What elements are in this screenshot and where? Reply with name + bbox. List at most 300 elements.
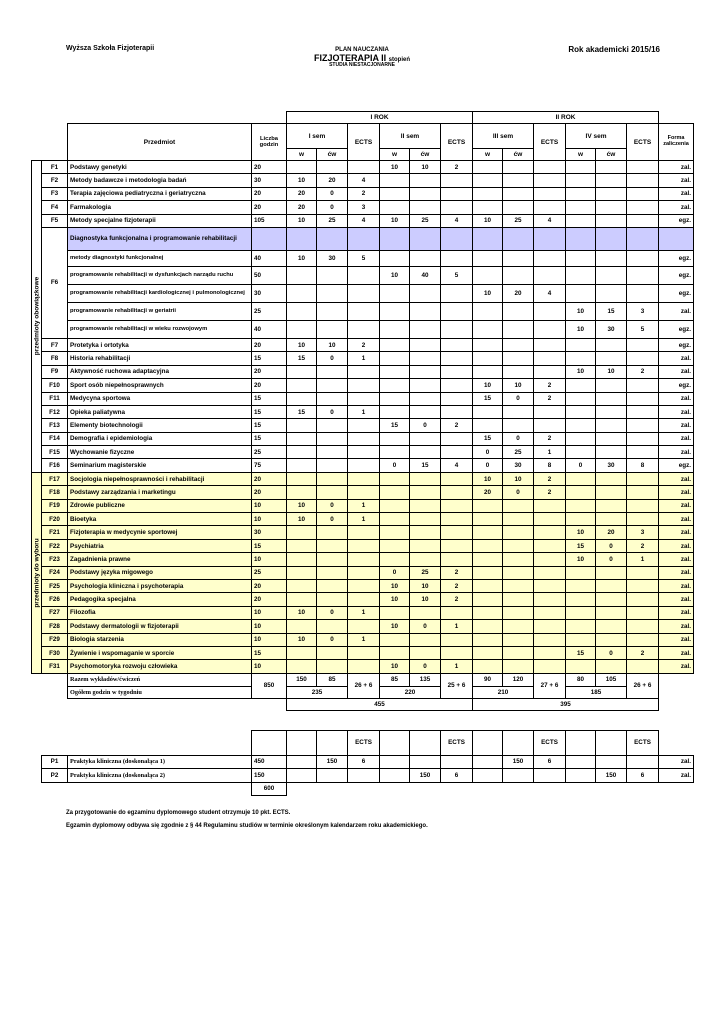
value-s4c: [596, 392, 627, 405]
sem3-ects-header: ECTS: [534, 124, 566, 161]
form-value: zal.: [659, 620, 694, 633]
f6-header-cell: [252, 227, 287, 250]
sem3-w-header: w: [473, 149, 503, 161]
value-s4e: [627, 284, 659, 302]
value-s1c: [317, 593, 348, 606]
form-value: zal.: [659, 553, 694, 566]
value-s3e: [534, 620, 566, 633]
value-s3c: [503, 320, 534, 338]
form-value: zal.: [659, 405, 694, 418]
sem4-ects-header: ECTS: [627, 124, 659, 161]
value-s3w: [473, 660, 503, 673]
practice-row: [32, 755, 694, 768]
sem1-cw-header: ćw: [317, 149, 348, 161]
value-s1e: 1: [348, 513, 380, 526]
table-row: [32, 526, 694, 539]
f6-header-cell: [627, 227, 659, 250]
value-s3e: [534, 352, 566, 365]
value-s3w: [473, 755, 503, 768]
value-s1w: [287, 755, 317, 768]
sem2-w-header: w: [380, 149, 410, 161]
note-exam: Egzamin dyplomowy odbywa się zgodnie z § 44 Regulaminu studiów w terminie określonym kalendarzem roku akademickiego.: [66, 823, 428, 829]
value-s3e: 4: [534, 284, 566, 302]
value-s4w: [566, 379, 596, 392]
lectures-total-label: Razem wykładów/ćwiczeń: [68, 673, 252, 686]
value-s4w: [566, 593, 596, 606]
value-s3w: 10: [473, 284, 503, 302]
value-s4w: [566, 660, 596, 673]
form-value: zal.: [659, 539, 694, 552]
value-s4e: 8: [627, 459, 659, 472]
value-s1c: [317, 526, 348, 539]
subject-code: F11: [42, 392, 68, 405]
value-s2c: [410, 526, 441, 539]
hours-value: 40: [252, 250, 287, 266]
value-s2e: 2: [441, 579, 473, 592]
value-s2c: 40: [410, 266, 441, 284]
total-s4-w: 80: [566, 673, 596, 686]
value-s3e: [534, 187, 566, 200]
value-s1c: [317, 320, 348, 338]
value-s1e: [348, 379, 380, 392]
value-s3w: [473, 579, 503, 592]
value-s4e: [627, 174, 659, 187]
value-s2w: [380, 539, 410, 552]
form-value: egz.: [659, 338, 694, 351]
value-s1w: [287, 419, 317, 432]
subject-code: F7: [42, 338, 68, 351]
hours-value: 30: [252, 526, 287, 539]
value-s2e: [441, 553, 473, 566]
value-s2w: 10: [380, 214, 410, 227]
value-s1w: [287, 266, 317, 284]
value-s4c: 150: [596, 769, 627, 782]
sem2-ects-header: ECTS: [441, 124, 473, 161]
form-value: egz.: [659, 214, 694, 227]
value-s1e: [348, 459, 380, 472]
value-s1e: [348, 593, 380, 606]
subject-code: F26: [42, 593, 68, 606]
value-s1e: [348, 432, 380, 445]
value-s2c: [410, 379, 441, 392]
value-s3c: [503, 769, 534, 782]
table-row: [32, 646, 694, 659]
total-s2-ects: 25 + 6: [441, 673, 473, 698]
hours-value: 105: [252, 214, 287, 227]
sem2-cw-header: ćw: [410, 149, 441, 161]
value-s2w: [380, 320, 410, 338]
value-s4e: 3: [627, 302, 659, 320]
form-value: zal.: [659, 579, 694, 592]
value-s1c: [317, 284, 348, 302]
subject-code: F22: [42, 539, 68, 552]
subject-code: F21: [42, 526, 68, 539]
value-s2c: [410, 606, 441, 619]
hours-value: 10: [252, 499, 287, 512]
value-s3w: [473, 320, 503, 338]
value-s4e: 6: [627, 769, 659, 782]
subject-name: Wychowanie fizyczne: [68, 446, 252, 459]
value-s1c: [317, 379, 348, 392]
value-s4e: [627, 201, 659, 214]
value-s4w: [566, 214, 596, 227]
value-s2c: [410, 302, 441, 320]
value-s4e: [627, 579, 659, 592]
value-s2e: [441, 432, 473, 445]
hours-value: 150: [252, 769, 287, 782]
value-s4w: [566, 620, 596, 633]
subject-header: Przedmiot: [68, 124, 252, 161]
value-s4w: 15: [566, 646, 596, 659]
value-s3c: [503, 633, 534, 646]
hours-value: 25: [252, 566, 287, 579]
subject-code: F16: [42, 459, 68, 472]
hours-header: Liczba godzin: [252, 124, 287, 161]
value-s1c: [317, 769, 348, 782]
table-row: [32, 593, 694, 606]
value-s3e: [534, 553, 566, 566]
table-row: [32, 566, 694, 579]
value-s4e: [627, 432, 659, 445]
value-s3c: 25: [503, 446, 534, 459]
value-s1c: [317, 161, 348, 174]
practice-s4-ects-header: ECTS: [627, 730, 659, 755]
value-s1e: [348, 553, 380, 566]
value-s3c: [503, 593, 534, 606]
subject-name: Farmakologia: [68, 201, 252, 214]
value-s1w: [287, 620, 317, 633]
sem4-cw-header: ćw: [596, 149, 627, 161]
value-s2e: [441, 174, 473, 187]
sem4-w-header: w: [566, 149, 596, 161]
form-value: zal.: [659, 513, 694, 526]
table-row: [32, 405, 694, 418]
value-s3e: [534, 513, 566, 526]
subject-name: Zagadnienia prawne: [68, 553, 252, 566]
practice-rows: [32, 755, 694, 782]
value-s2c: [410, 392, 441, 405]
subject-name: Psychomotoryka rozwoju człowieka: [68, 660, 252, 673]
value-s2w: 10: [380, 266, 410, 284]
value-s2c: [410, 432, 441, 445]
subject-name: Zdrowie publiczne: [68, 499, 252, 512]
value-s2w: [380, 432, 410, 445]
value-s4c: [596, 432, 627, 445]
value-s3w: [473, 352, 503, 365]
f6-header-cell: [441, 227, 473, 250]
value-s4w: 10: [566, 365, 596, 378]
hours-value: 30: [252, 174, 287, 187]
subject-name: programowanie rehabilitacji w dysfunkcjach narządu ruchu: [68, 266, 252, 284]
value-s1e: 1: [348, 352, 380, 365]
value-s4e: [627, 566, 659, 579]
value-s3w: 20: [473, 486, 503, 499]
f6-header-cell: [503, 227, 534, 250]
hours-value: 20: [252, 338, 287, 351]
subject-code: F28: [42, 620, 68, 633]
value-s4c: 30: [596, 459, 627, 472]
value-s2e: [441, 201, 473, 214]
form-value: zal.: [659, 755, 694, 768]
degree-label: stopień: [388, 56, 411, 63]
value-s2c: 10: [410, 593, 441, 606]
value-s2w: [380, 352, 410, 365]
value-s3w: [473, 405, 503, 418]
value-s4e: [627, 214, 659, 227]
value-s4e: 3: [627, 526, 659, 539]
totals: [32, 673, 694, 755]
table-row: [32, 392, 694, 405]
value-s4c: [596, 513, 627, 526]
value-s1e: [348, 419, 380, 432]
value-s1c: 0: [317, 201, 348, 214]
value-s3e: [534, 539, 566, 552]
value-s4c: [596, 486, 627, 499]
total-s3-cw: 120: [503, 673, 534, 686]
f6-header-cell: [380, 227, 410, 250]
practice-s2-ects-header: ECTS: [441, 730, 473, 755]
program-name: FIZJOTERAPIA II: [313, 52, 387, 63]
value-s1w: [287, 392, 317, 405]
value-s4e: [627, 660, 659, 673]
subject-code: F8: [42, 352, 68, 365]
subject-name: Filozofia: [68, 606, 252, 619]
value-s4e: [627, 405, 659, 418]
value-s1e: [348, 266, 380, 284]
value-s4c: [596, 620, 627, 633]
value-s3w: 10: [473, 214, 503, 227]
value-s1w: [287, 539, 317, 552]
value-s1w: [287, 379, 317, 392]
value-s1w: 15: [287, 352, 317, 365]
total-s4-ects: 26 + 6: [627, 673, 659, 698]
sem1-header: I sem: [287, 124, 348, 149]
value-s1e: 3: [348, 201, 380, 214]
elective-subjects: [32, 472, 694, 673]
value-s2c: [410, 352, 441, 365]
subject-name: Metody badawcze i metodologia badań: [68, 174, 252, 187]
form-value: zal.: [659, 593, 694, 606]
value-s1c: [317, 566, 348, 579]
hours-value: 75: [252, 459, 287, 472]
value-s1w: 10: [287, 338, 317, 351]
form-value: zal.: [659, 302, 694, 320]
subject-code: F19: [42, 499, 68, 512]
plan-label: PLAN NAUCZANIA: [335, 47, 389, 53]
hours-value: 15: [252, 392, 287, 405]
value-s2w: [380, 499, 410, 512]
value-s1e: 5: [348, 250, 380, 266]
value-s3c: 10: [503, 379, 534, 392]
total-s1-w: 150: [287, 673, 317, 686]
value-s2c: [410, 187, 441, 200]
value-s3e: [534, 266, 566, 284]
value-s1w: [287, 566, 317, 579]
value-s3w: 15: [473, 432, 503, 445]
year2-header: II ROK: [473, 112, 659, 124]
value-s1w: [287, 646, 317, 659]
value-s3c: [503, 606, 534, 619]
year1-header: I ROK: [287, 112, 473, 124]
value-s4w: [566, 432, 596, 445]
value-s1w: [287, 161, 317, 174]
value-s1w: [287, 432, 317, 445]
value-s3c: [503, 526, 534, 539]
value-s3c: 30: [503, 459, 534, 472]
value-s2c: [410, 646, 441, 659]
hours-value: 15: [252, 352, 287, 365]
hours-value: 50: [252, 266, 287, 284]
form-value: zal.: [659, 352, 694, 365]
value-s2c: [410, 338, 441, 351]
value-s2e: [441, 646, 473, 659]
practice-total-section: [32, 782, 694, 795]
value-s1c: [317, 660, 348, 673]
value-s4c: [596, 566, 627, 579]
total-s2-sum: 220: [380, 686, 441, 698]
hours-value: 15: [252, 405, 287, 418]
table-row: [32, 499, 694, 512]
value-s4w: [566, 161, 596, 174]
table-row: [32, 579, 694, 592]
value-s3e: [534, 161, 566, 174]
subject-code: F2: [42, 174, 68, 187]
value-s4c: [596, 446, 627, 459]
value-s1e: [348, 284, 380, 302]
subject-name: Elementy biotechnologii: [68, 419, 252, 432]
subject-name: Podstawy genetyki: [68, 161, 252, 174]
value-s2e: [441, 472, 473, 485]
sem2-header: II sem: [380, 124, 441, 149]
form-value: egz.: [659, 459, 694, 472]
hours-value: 25: [252, 302, 287, 320]
value-s1e: [348, 392, 380, 405]
subject-name: Opieka paliatywna: [68, 405, 252, 418]
f6-header-cell: [473, 227, 503, 250]
value-s3w: [473, 593, 503, 606]
value-s1c: 0: [317, 513, 348, 526]
value-s4e: [627, 486, 659, 499]
value-s4c: [596, 187, 627, 200]
value-s1w: [287, 769, 317, 782]
value-s4e: [627, 161, 659, 174]
value-s1w: [287, 446, 317, 459]
value-s3w: [473, 513, 503, 526]
value-s2e: 2: [441, 161, 473, 174]
value-s2w: [380, 755, 410, 768]
form-header: Forma zaliczenia: [659, 124, 694, 161]
table-row: [32, 174, 694, 187]
value-s2w: [380, 472, 410, 485]
value-s4e: [627, 250, 659, 266]
value-s1c: [317, 539, 348, 552]
value-s3w: [473, 250, 503, 266]
table-row: [32, 161, 694, 174]
value-s4e: [627, 472, 659, 485]
f6-sub-row: [32, 250, 694, 266]
subject-code: F3: [42, 187, 68, 200]
value-s3e: [534, 201, 566, 214]
value-s2c: [410, 174, 441, 187]
subject-name: Terapia zajęciowa pediatryczna i geriatryczna: [68, 187, 252, 200]
table-row: [32, 553, 694, 566]
value-s3c: 150: [503, 755, 534, 768]
form-value: zal.: [659, 432, 694, 445]
value-s3e: 1: [534, 446, 566, 459]
value-s4c: 0: [596, 553, 627, 566]
value-s1c: [317, 365, 348, 378]
value-s2w: [380, 365, 410, 378]
value-s1w: [287, 320, 317, 338]
form-value: egz.: [659, 266, 694, 284]
f6-header-cell: [659, 227, 694, 250]
table-row: [32, 419, 694, 432]
value-s2c: 25: [410, 566, 441, 579]
value-s1c: 0: [317, 352, 348, 365]
subject-code: F13: [42, 419, 68, 432]
value-s4e: [627, 338, 659, 351]
value-s1c: [317, 446, 348, 459]
value-s1c: 0: [317, 405, 348, 418]
value-s1c: [317, 432, 348, 445]
value-s2c: [410, 539, 441, 552]
value-s2w: [380, 526, 410, 539]
total-s2-w: 85: [380, 673, 410, 686]
table-row: [32, 338, 694, 351]
value-s2e: [441, 755, 473, 768]
subject-code: F6: [42, 227, 68, 338]
value-s2e: [441, 486, 473, 499]
subject-code: F29: [42, 633, 68, 646]
value-s4c: [596, 214, 627, 227]
spacer: [32, 755, 42, 768]
table-row: [32, 379, 694, 392]
value-s1c: [317, 472, 348, 485]
value-s4e: [627, 513, 659, 526]
hours-value: 20: [252, 379, 287, 392]
value-s1c: [317, 419, 348, 432]
value-s3w: [473, 633, 503, 646]
value-s1w: 10: [287, 513, 317, 526]
form-value: zal.: [659, 566, 694, 579]
value-s1e: [348, 472, 380, 485]
value-s1w: [287, 302, 317, 320]
value-s4w: 10: [566, 526, 596, 539]
value-s2w: 0: [380, 566, 410, 579]
table-row: [32, 620, 694, 633]
subject-code: P1: [42, 755, 68, 768]
value-s2w: [380, 187, 410, 200]
value-s3c: [503, 174, 534, 187]
value-s2w: [380, 606, 410, 619]
value-s1e: [348, 486, 380, 499]
subject-name: Historia rehabilitacji: [68, 352, 252, 365]
value-s3c: [503, 419, 534, 432]
subject-code: F24: [42, 566, 68, 579]
value-s1e: [348, 660, 380, 673]
value-s2c: [410, 320, 441, 338]
value-s3w: [473, 187, 503, 200]
value-s2w: 10: [380, 579, 410, 592]
f6-header-cell: [410, 227, 441, 250]
subject-name: Psychiatria: [68, 539, 252, 552]
value-s4c: [596, 352, 627, 365]
value-s4e: [627, 392, 659, 405]
value-s3w: [473, 302, 503, 320]
value-s4c: [596, 606, 627, 619]
subject-name: Żywienie i wspomaganie w sporcie: [68, 646, 252, 659]
value-s3w: [473, 566, 503, 579]
